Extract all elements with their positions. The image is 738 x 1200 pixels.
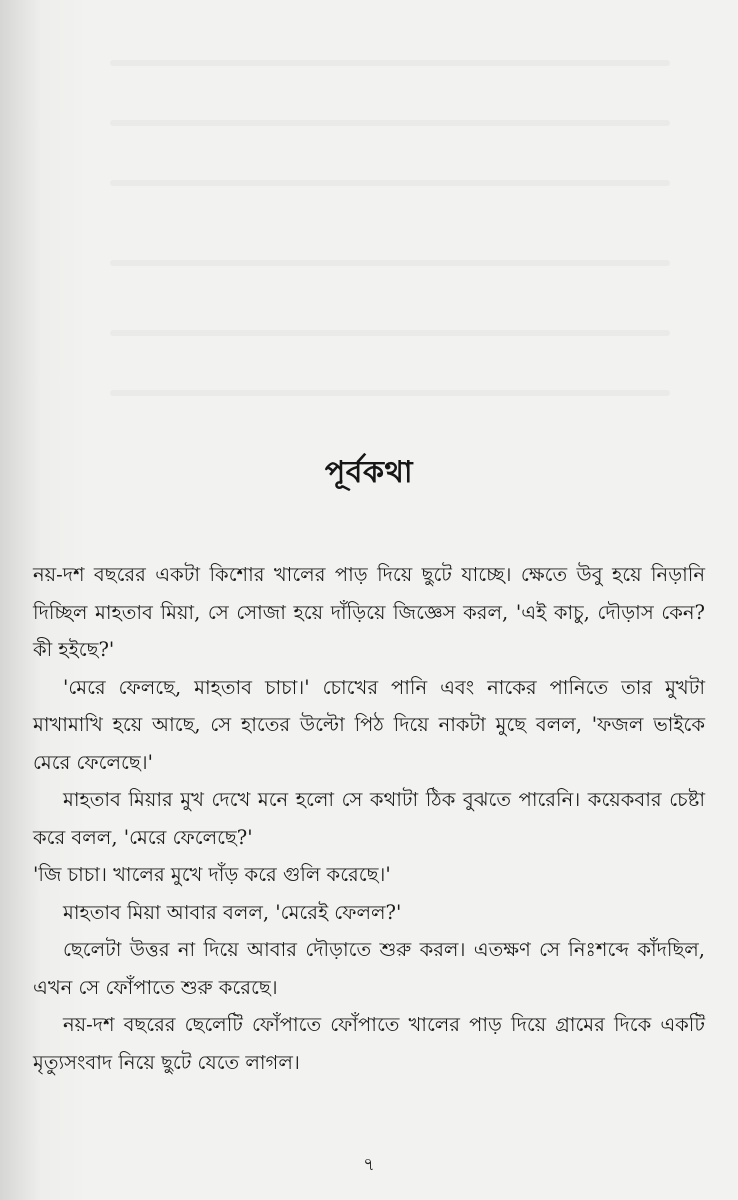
body-text xyxy=(33,556,705,1081)
show-through-text xyxy=(110,390,670,396)
show-through-text xyxy=(110,330,670,336)
page-number: ৭ xyxy=(363,1154,375,1175)
show-through-text xyxy=(110,180,670,186)
paragraph: মাহতাব মিয়া আবার বলল, 'মেরেই ফেলল?' xyxy=(63,900,402,924)
paragraph: 'মেরে ফেলছে, মাহতাব চাচা।' চোখের পানি এবং নাকের পানিতে তার মুখটা মাখামাখি হয়ে আছে, সে হাতের উল্টো পিঠ দিয়ে নাকটা মুছে বলল, 'ফজল ভাইকে মেরে ফেলেছে।' xyxy=(33,675,705,774)
paragraph: মাহতাব মিয়ার মুখ দেখে মনে হলো সে কথাটা ঠিক বুঝতে পারেনি। কয়েকবার চেষ্টা করে বলল, 'মেরে ফেলেছে?' xyxy=(33,788,705,849)
show-through-text xyxy=(110,60,670,66)
paragraph: নয়-দশ বছরের একটা কিশোর খালের পাড় দিয়ে ছুটে যাচ্ছে। ক্ষেতে উবু হয়ে নিড়ানি দিচ্ছিল মাহতাব মিয়া, সে সোজা হয়ে দাঁড়িয়ে জিজ্ঞেস করল, 'এই কাচু, দৌড়াস কেন? কী হইছে?' xyxy=(33,563,705,661)
show-through-text xyxy=(110,120,670,126)
paragraph: ছেলেটা উত্তর না দিয়ে আবার দৌড়াতে শুরু করল। এতক্ষণ সে নিঃশব্দে কাঁদছিল, এখন সে ফোঁপাতে শুরু করেছে। xyxy=(33,938,705,999)
paragraph: 'জি চাচা। খালের মুখে দাঁড় করে গুলি করেছে।' xyxy=(33,863,391,886)
paragraph: নয়-দশ বছরের ছেলেটি ফোঁপাতে ফোঁপাতে খালের পাড় দিয়ে গ্রামের দিকে একটি মৃত্যুসংবাদ নিয়ে ছুটে যেতে লাগল। xyxy=(33,1013,705,1074)
show-through-text xyxy=(110,260,670,266)
chapter-title: পূর্বকথা xyxy=(324,455,414,490)
